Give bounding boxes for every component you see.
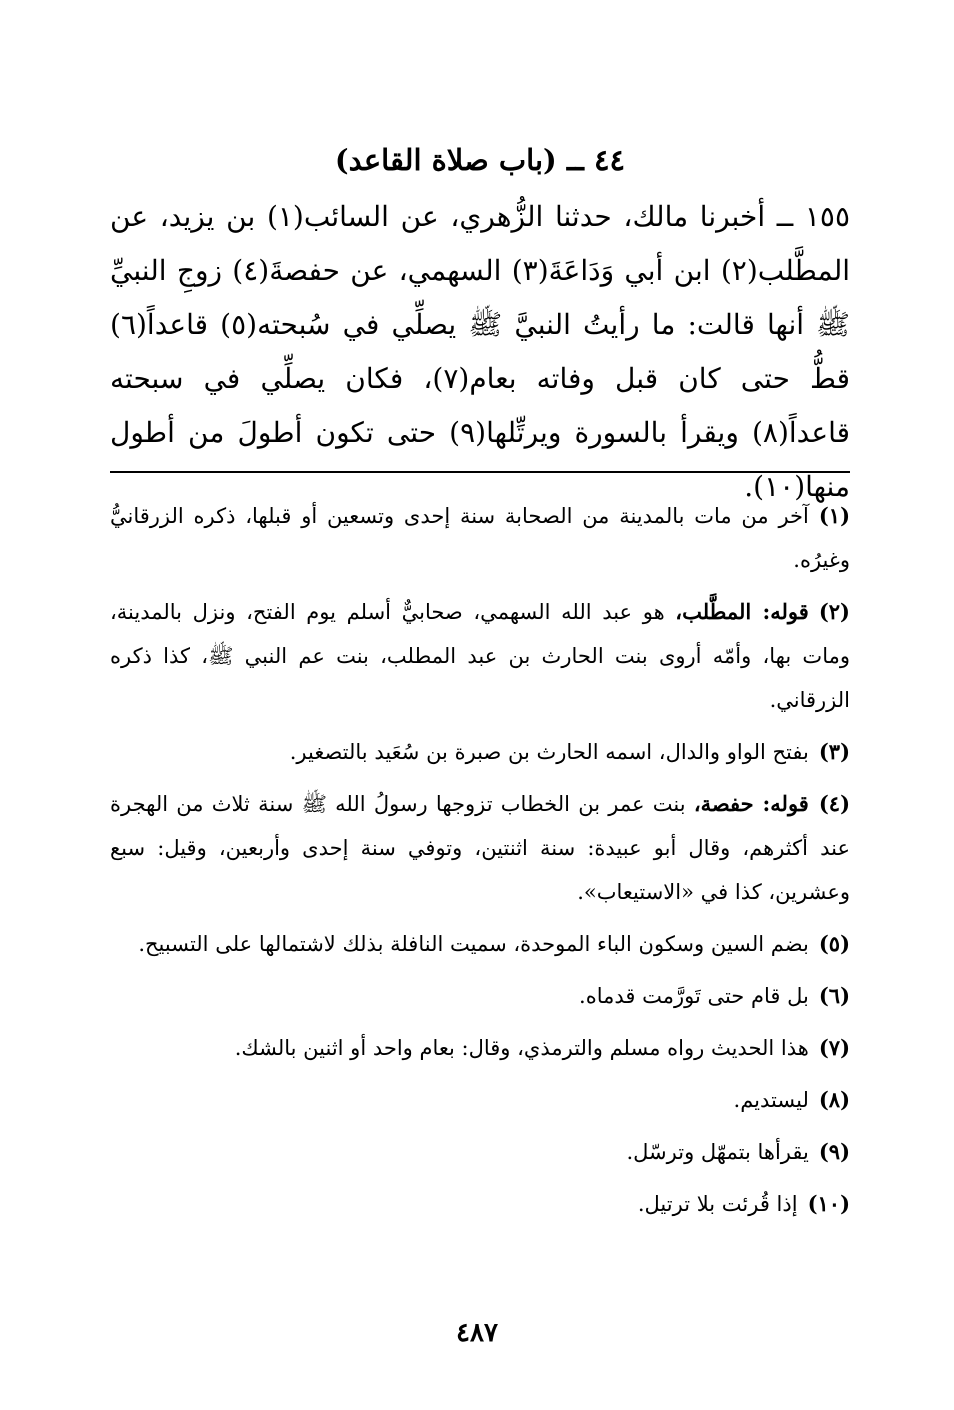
hadith-text-block [110,190,850,514]
footnote-text: هذا الحديث رواه مسلم والترمذي، وقال: بعام واحد أو اثنين بالشك. [234,1036,809,1060]
footnote-lead: قوله: حفصة، [693,791,809,816]
footnote-text: بضم السين وسكون الباء الموحدة، سميت النافلة بذلك لاشتمالها على التسبيح. [138,932,809,956]
page-number: ٤٨٧ [456,1318,498,1348]
footnote-9 [110,1130,850,1174]
footnote-lead: قوله: المطَّلب، [675,599,809,624]
footnote-text: بل قام حتى تَورَّمت قدماه. [579,984,809,1008]
hadith-paragraph: ١٥٥ ــ أخبرنا مالك، حدثنا الزُّهري، عن السائب(١) بن يزيد، عن المطَّلب(٢) ابن أبي وَدَاعَةَ(٣) السهمي، عن حفصةَ(٤) زوجِ النبيِّ ﷺ أنها قالت: ما رأيتُ النبيَّ ﷺ يصلِّي في سُبحته(٥) قاعداً(٦) قطُّ حتى كان قبل وفاته بعام(٧)، فكان يصلِّي في سبحته قاعداً(٨) ويقرأ بالسورة ويرتِّلها(٩) حتى تكون أطولَ من أطول منها(١٠). [110,200,851,503]
footnote-divider [110,471,850,473]
footnote-number: (٦) [818,983,850,1008]
footnote-number: (٧) [818,1035,850,1060]
footnote-7 [110,1026,850,1070]
footnote-8 [110,1078,850,1122]
footnote-3 [110,730,850,774]
footnote-number: (١) [818,503,850,528]
footnote-6 [110,974,850,1018]
footnote-number: (٥) [818,931,850,956]
footnote-text: بنت عمر بن الخطاب تزوجها رسولُ الله ﷺ سنة ثلاث من الهجرة عند أكثرهم، وقال أبو عبيدة: سنة اثنتين، وتوفي سنة إحدى وأربعين، وقيل: سبع وعشرين، كذا في «الاستيعاب». [110,792,850,904]
footnote-text: آخر من مات بالمدينة من الصحابة سنة إحدى وتسعين أو قبلها، ذكره الزرقانيُّ وغيرُه. [110,504,850,572]
footnote-4 [110,782,850,914]
footnote-number: (٤) [818,791,850,816]
footnotes-section [110,494,850,1234]
footnote-number: (٣) [818,739,850,764]
footnote-text: يقرأها بتمهّل وترسّل. [626,1140,809,1164]
footnote-5 [110,922,850,966]
footnote-1 [110,494,850,582]
footnote-number: (٢) [818,599,850,624]
footnote-10 [110,1182,850,1226]
footnote-text: ليستديم. [733,1088,809,1112]
chapter-heading: ٤٤ ــ (باب صلاة القاعد) [334,143,626,177]
footnote-text: إذا قُرئت بلا ترتيل. [637,1192,798,1216]
footnote-2 [110,590,850,722]
footnote-number: (١٠) [807,1191,850,1216]
footnote-number: (٩) [818,1139,850,1164]
footnote-text: هو عبد الله السهمي، صحابيٌّ أسلم يوم الفتح، ونزل بالمدينة، ومات بها، وأمّه أروى بنت الحارث بن عبد المطلب، بنت عم النبي ﷺ، كذا ذكره الزرقاني. [110,600,850,712]
footnote-text: بفتح الواو والدال، اسمه الحارث بن صبرة بن سُعَيد بالتصغير. [289,740,809,764]
footnote-number: (٨) [818,1087,850,1112]
